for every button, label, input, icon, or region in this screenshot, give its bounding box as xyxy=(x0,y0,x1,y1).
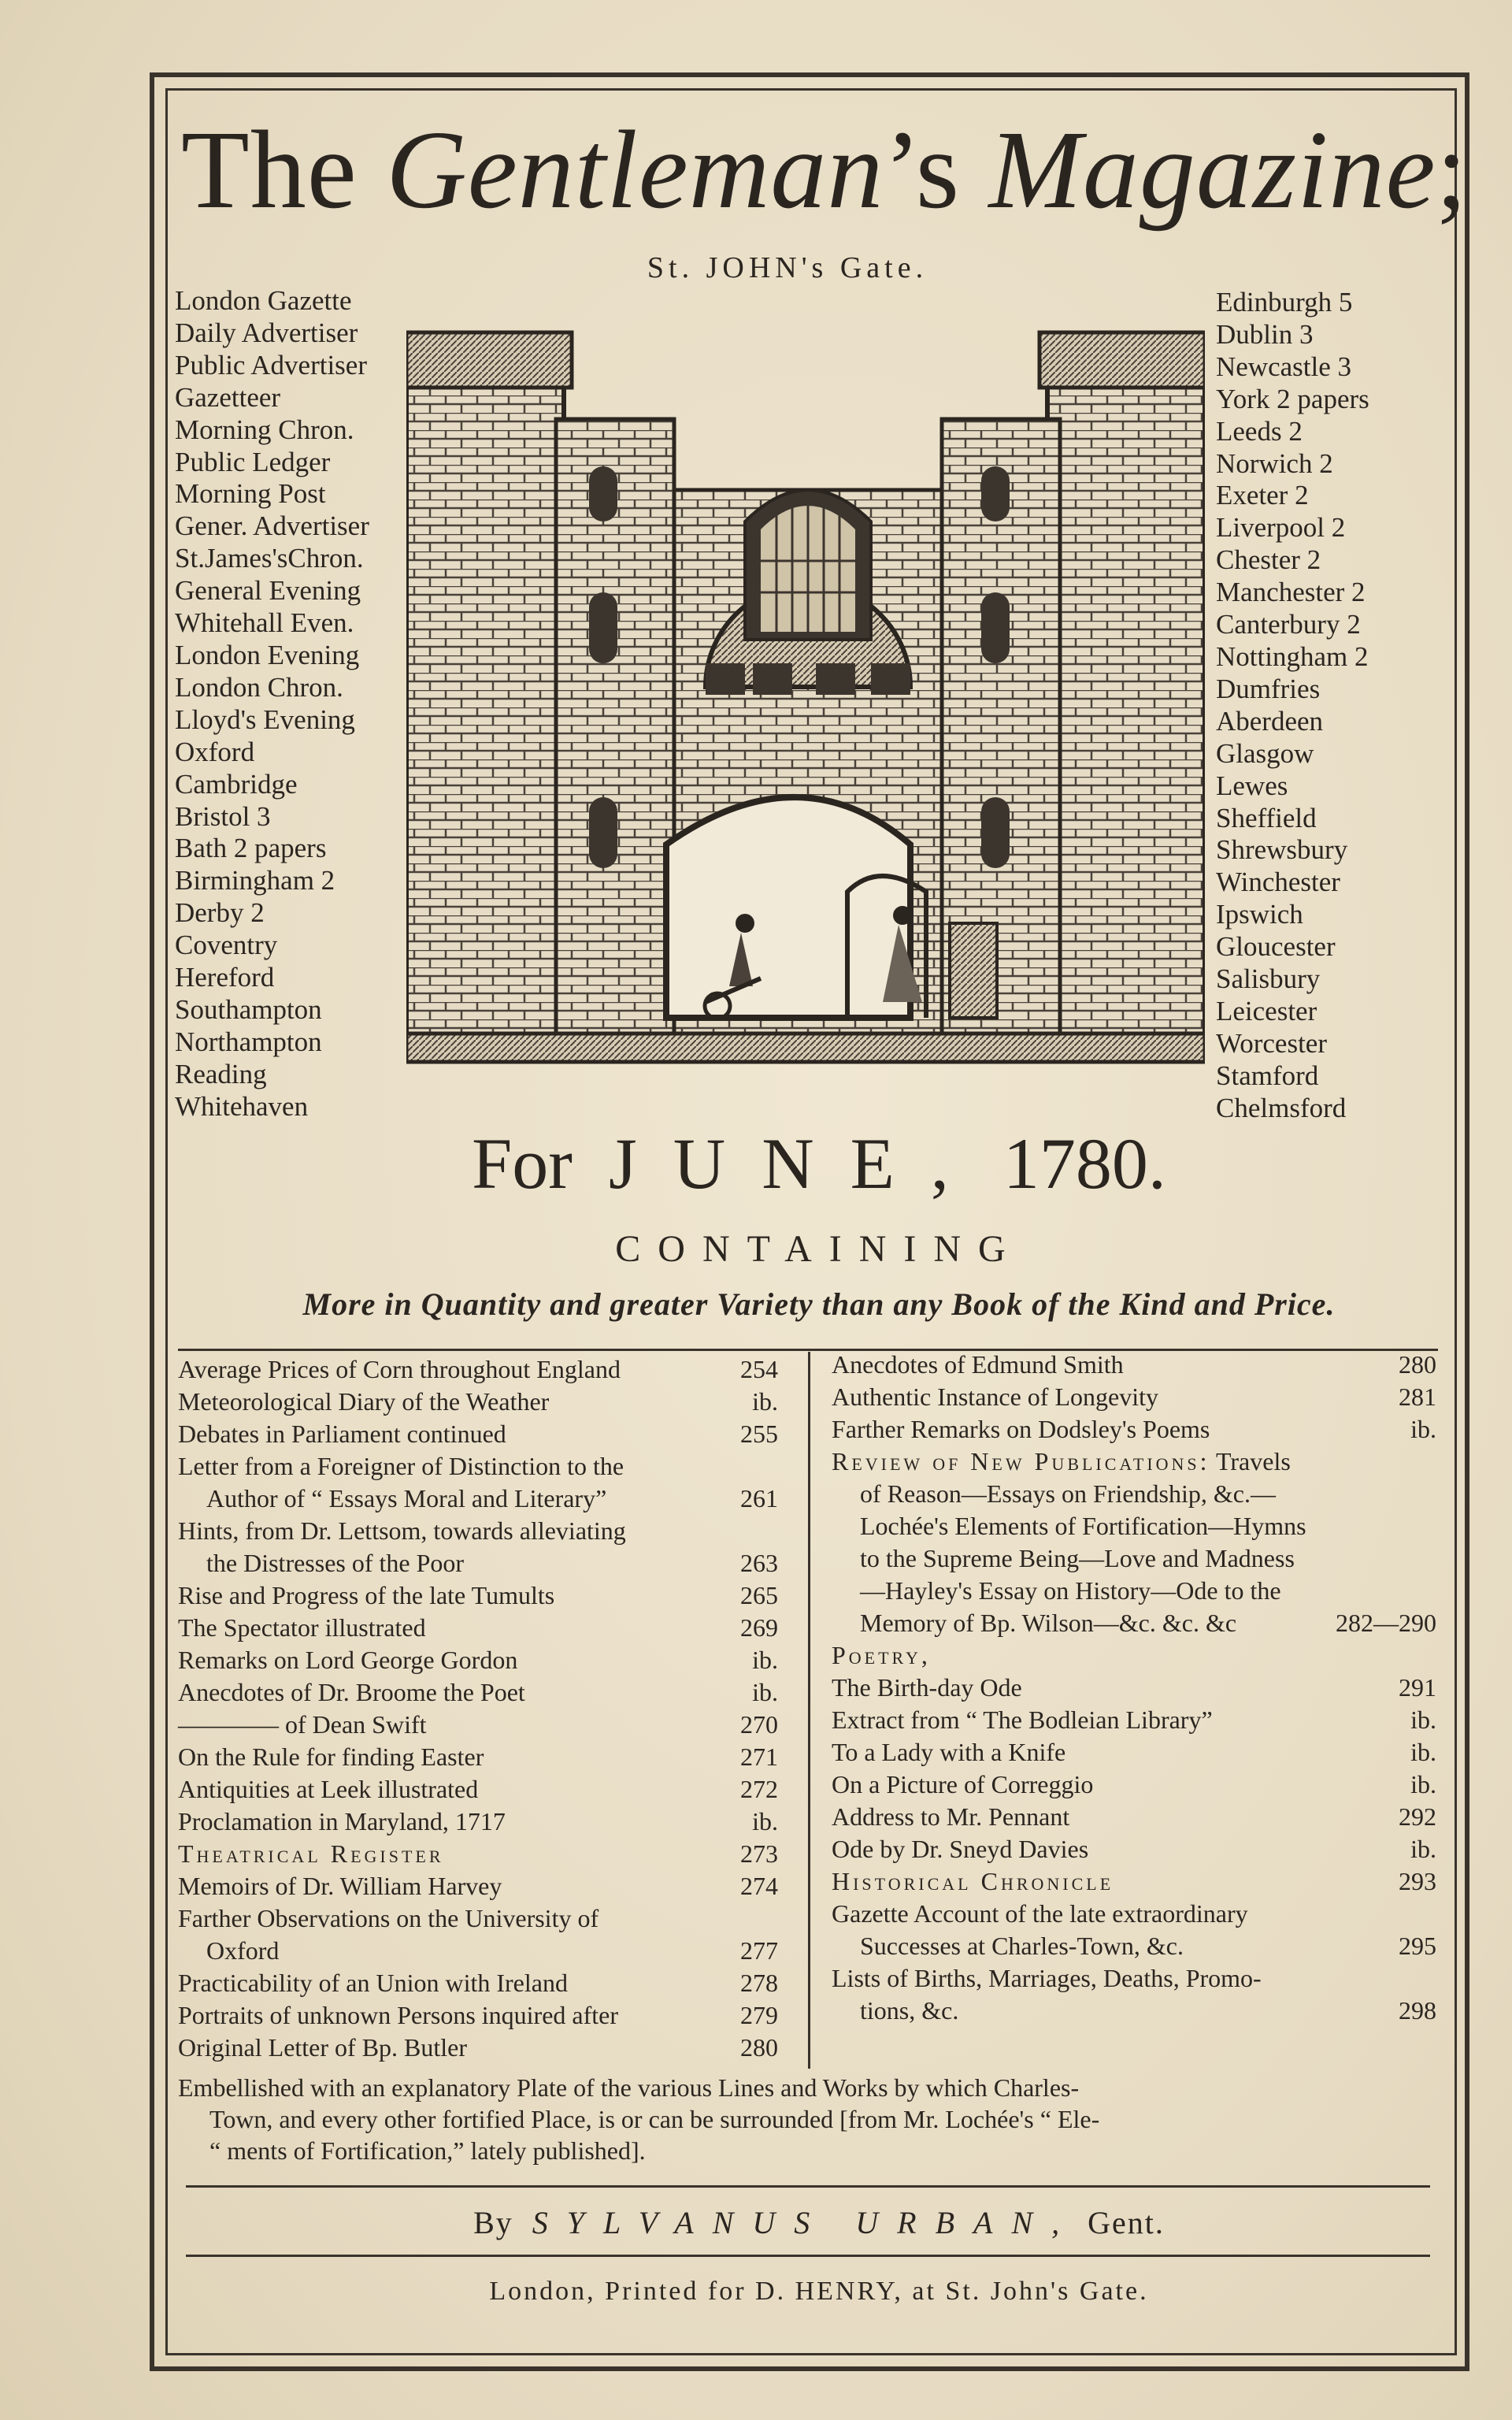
newspaper-name: Liverpool 2 xyxy=(1216,512,1346,544)
contents-entry xyxy=(178,1870,778,1902)
entry-title: Poetry, xyxy=(832,1641,931,1669)
entry-title: Review of New Publications: xyxy=(832,1447,1210,1475)
newspaper-name: Cambridge xyxy=(175,768,298,800)
entry-title: Anecdotes of Dr. Broome the Poet xyxy=(178,1678,525,1706)
newspaper-name: Gloucester xyxy=(1216,931,1336,963)
entry-title-rest: Travels xyxy=(1210,1447,1291,1475)
entry-page: 272 xyxy=(740,1775,778,1803)
entry-title: Proclamation in Maryland, 1717 xyxy=(178,1807,506,1835)
entry-continuation: Lochée's Elements of Fortification—Hymns xyxy=(860,1512,1306,1540)
newspaper-list-left xyxy=(175,285,369,1123)
contents-entry xyxy=(832,1704,1436,1736)
entry-title: Meteorological Diary of the Weather xyxy=(178,1387,550,1416)
newspaper-name: Whitehall Even. xyxy=(175,607,354,639)
contents-entry xyxy=(832,1769,1436,1801)
contents-entry xyxy=(832,1833,1436,1865)
entry-page: 263 xyxy=(740,1549,778,1577)
entry-title: Farther Remarks on Dodsley's Poems xyxy=(832,1415,1210,1443)
entry-title: On the Rule for finding Easter xyxy=(178,1743,484,1771)
newspaper-name: Norwich 2 xyxy=(1216,447,1333,479)
entry-page: 293 xyxy=(1399,1867,1436,1895)
entry-page: 277 xyxy=(740,1936,778,1965)
entry-title: Theatrical Register xyxy=(178,1839,444,1868)
newspaper-name: Public Ledger xyxy=(175,446,331,477)
entry-page: 271 xyxy=(740,1743,778,1771)
newspaper-name: Daily Advertiser xyxy=(175,317,358,348)
entry-title: Gazette Account of the late extraordinary xyxy=(832,1899,1248,1928)
entry-continuation: Successes at Charles-Town, &c. xyxy=(860,1932,1184,1960)
newspaper-name: Reading xyxy=(175,1058,267,1089)
entry-title: Practicability of an Union with Ireland xyxy=(178,1969,568,1997)
contents-entry xyxy=(178,1676,778,1709)
newspaper-name: Southampton xyxy=(175,993,322,1025)
entry-page: ib. xyxy=(1410,1706,1436,1734)
newspaper-list-right xyxy=(1216,287,1369,1125)
entry-title: Portraits of unknown Persons inquired after xyxy=(178,2001,619,2029)
entry-page: 270 xyxy=(740,1710,778,1739)
entry-continuation: Oxford xyxy=(206,1936,280,1965)
entry-page: 265 xyxy=(740,1581,778,1609)
contents-column-divider xyxy=(808,1352,810,2069)
contents-entry xyxy=(832,1413,1436,1446)
embellishment-note xyxy=(178,2072,1435,2166)
woodcut-caption: St. JOHN's Gate. xyxy=(647,251,928,284)
magazine-title: The Gentleman’s Magazine; xyxy=(181,107,1469,232)
contents-entry xyxy=(832,1672,1436,1704)
entry-page: 280 xyxy=(740,2033,778,2062)
entry-page: ib. xyxy=(752,1387,778,1416)
newspaper-name: Birmingham 2 xyxy=(175,865,335,896)
contents-entry xyxy=(832,1801,1436,1833)
entry-page: 282—290 xyxy=(1336,1609,1436,1637)
newspaper-name: Public Advertiser xyxy=(175,349,367,380)
entry-page: 278 xyxy=(740,1969,778,1997)
entry-page: 274 xyxy=(740,1872,778,1900)
containing-heading: CONTAINING xyxy=(615,1228,1023,1270)
issue-month: JUNE, xyxy=(608,1123,985,1204)
st-johns-gate-woodcut xyxy=(406,309,1205,1065)
entry-continuation: the Distresses of the Poor xyxy=(206,1549,465,1577)
contents-entry xyxy=(178,1838,778,1870)
entry-page: ib. xyxy=(1410,1415,1436,1443)
newspaper-name: Hereford xyxy=(175,962,275,993)
entry-continuation: Memory of Bp. Wilson—&c. &c. &c xyxy=(860,1609,1237,1637)
entry-title: Remarks on Lord George Gordon xyxy=(178,1646,518,1674)
entry-page: 295 xyxy=(1399,1932,1436,1960)
embellishment-line-1: Embellished with an explanatory Plate of the various Lines and Works by which Charles- xyxy=(178,2073,1080,2102)
entry-continuation: Author of “ Essays Moral and Literary” xyxy=(206,1484,607,1512)
entry-page: 281 xyxy=(1399,1383,1436,1411)
newspaper-name: Northampton xyxy=(175,1026,322,1057)
newspaper-name: St.James'sChron. xyxy=(175,543,364,574)
contents-entry xyxy=(832,1865,1436,1898)
entry-page: 298 xyxy=(1399,1996,1436,2025)
tagline: More in Quantity and greater Variety than any Book of the Kind and Price. xyxy=(302,1286,1336,1322)
contents-entry xyxy=(178,1709,778,1741)
editor-name: SYLVANUS URBAN, xyxy=(532,2205,1079,2240)
contents-entry xyxy=(178,1515,778,1579)
contents-entry xyxy=(832,1639,1436,1672)
newspaper-name: Morning Chron. xyxy=(175,414,354,445)
newspaper-name: Oxford xyxy=(175,736,255,767)
entry-title: Anecdotes of Edmund Smith xyxy=(832,1350,1124,1379)
entry-page: ib. xyxy=(752,1678,778,1706)
entry-title: Letter from a Foreigner of Distinction to the xyxy=(178,1452,624,1480)
entry-page: 269 xyxy=(740,1613,778,1642)
contents-entry xyxy=(178,1806,778,1838)
newspaper-name: Aberdeen xyxy=(1216,705,1324,737)
entry-page: 280 xyxy=(1399,1350,1436,1379)
entry-title: To a Lady with a Knife xyxy=(832,1738,1066,1766)
contents-entry xyxy=(832,1962,1436,2027)
newspaper-name: Winchester xyxy=(1216,867,1340,898)
entry-title: Antiquities at Leek illustrated xyxy=(178,1775,479,1803)
entry-page: 292 xyxy=(1399,1802,1436,1831)
contents-entry xyxy=(178,1612,778,1644)
contents-list-left xyxy=(178,1353,778,2064)
newspaper-name: Morning Post xyxy=(175,478,326,510)
newspaper-name: General Evening xyxy=(175,575,361,607)
entry-page: 254 xyxy=(740,1355,778,1383)
entry-title: Debates in Parliament continued xyxy=(178,1420,506,1448)
contents-entry xyxy=(178,1741,778,1773)
contents-entry xyxy=(832,1446,1436,1639)
newspaper-name: Derby 2 xyxy=(175,897,265,929)
newspaper-name: London Evening xyxy=(175,639,360,670)
imprint: London, Printed for D. HENRY, at St. John's Gate. xyxy=(489,2277,1149,2306)
entry-title: Farther Observations on the University of xyxy=(178,1904,599,1932)
newspaper-name: Whitehaven xyxy=(175,1090,309,1122)
newspaper-name: Chelmsford xyxy=(1216,1092,1347,1123)
entry-title: Memoirs of Dr. William Harvey xyxy=(178,1872,502,1900)
contents-entry xyxy=(178,1386,778,1418)
contents-entry xyxy=(178,1418,778,1450)
contents-entry xyxy=(178,1644,778,1676)
contents-entry xyxy=(178,1773,778,1806)
newspaper-name: London Gazette xyxy=(175,285,352,316)
newspaper-name: Lloyd's Evening xyxy=(175,703,355,735)
entry-page: 279 xyxy=(740,2001,778,2029)
newspaper-name: London Chron. xyxy=(175,671,343,703)
newspaper-name: Salisbury xyxy=(1216,963,1321,995)
entry-title: On a Picture of Correggio xyxy=(832,1770,1094,1798)
newspaper-name: Canterbury 2 xyxy=(1216,609,1361,640)
newspaper-name: Ipswich xyxy=(1216,899,1303,930)
newspaper-name: Leeds 2 xyxy=(1216,415,1303,447)
contents-entry xyxy=(178,1450,778,1515)
contents-entry xyxy=(178,2032,778,2064)
contents-entry xyxy=(178,1579,778,1612)
entry-title: Rise and Progress of the late Tumults xyxy=(178,1581,555,1609)
embellishment-line-2: Town, and every other fortified Place, is or can be surrounded [from Mr. Lochée's “ Ele- xyxy=(209,2105,1100,2133)
entry-title: Historical Chronicle xyxy=(832,1867,1114,1895)
entry-title: Extract from “ The Bodleian Library” xyxy=(832,1706,1213,1734)
entry-page: ib. xyxy=(1410,1770,1436,1798)
newspaper-name: Bath 2 papers xyxy=(175,833,327,864)
entry-continuation: of Reason—Essays on Friendship, &c.— xyxy=(860,1479,1276,1508)
entry-page: ib. xyxy=(1410,1738,1436,1766)
entry-title: The Birth-day Ode xyxy=(832,1673,1022,1702)
contents-entry xyxy=(178,1999,778,2032)
entry-page: 291 xyxy=(1399,1673,1436,1702)
newspaper-name: Bristol 3 xyxy=(175,800,271,832)
contents-entry xyxy=(178,1967,778,1999)
newspaper-name: Dublin 3 xyxy=(1216,318,1314,350)
entry-title: Address to Mr. Pennant xyxy=(832,1802,1070,1831)
newspaper-name: York 2 papers xyxy=(1216,383,1369,414)
entry-title: Lists of Births, Marriages, Deaths, Promo- xyxy=(832,1964,1262,1992)
entry-title: Original Letter of Bp. Butler xyxy=(178,2033,468,2062)
entry-page: ib. xyxy=(752,1807,778,1835)
newspaper-name: Leicester xyxy=(1216,995,1317,1026)
byline-top-rule xyxy=(186,2185,1430,2188)
newspaper-name: Coventry xyxy=(175,930,278,961)
newspaper-name: Gazetteer xyxy=(175,381,281,413)
entry-title: The Spectator illustrated xyxy=(178,1613,426,1642)
newspaper-name: Dumfries xyxy=(1216,673,1321,704)
byline: By SYLVANUS URBAN, Gent. xyxy=(473,2205,1165,2240)
entry-title: Authentic Instance of Longevity xyxy=(832,1383,1158,1411)
imprint-top-rule xyxy=(186,2255,1430,2257)
newspaper-name: Nottingham 2 xyxy=(1216,640,1369,672)
contents-list-right xyxy=(832,1349,1436,2027)
issue-for: For xyxy=(472,1123,573,1204)
newspaper-name: Stamford xyxy=(1216,1060,1319,1091)
newspaper-name: Exeter 2 xyxy=(1216,480,1309,511)
newspaper-name: Edinburgh 5 xyxy=(1216,287,1353,317)
contents-entry xyxy=(832,1349,1436,1381)
entry-page: 273 xyxy=(740,1839,778,1868)
newspaper-name: Newcastle 3 xyxy=(1216,351,1352,382)
contents-entry xyxy=(178,1902,778,1967)
issue-year: 1780. xyxy=(1002,1123,1166,1204)
entry-title: Average Prices of Corn throughout England xyxy=(178,1355,621,1383)
newspaper-name: Manchester 2 xyxy=(1216,577,1366,608)
newspaper-name: Gener. Advertiser xyxy=(175,510,369,542)
contents-entry xyxy=(178,1353,778,1386)
contents-entry xyxy=(832,1381,1436,1413)
entry-title: Hints, from Dr. Lettsom, towards alleviating xyxy=(178,1516,626,1545)
newspaper-name: Glasgow xyxy=(1216,737,1314,769)
newspaper-name: Chester 2 xyxy=(1216,544,1321,576)
newspaper-name: Shrewsbury xyxy=(1216,834,1348,866)
entry-page: 255 xyxy=(740,1420,778,1448)
entry-title: ———— of Dean Swift xyxy=(178,1710,427,1739)
entry-page: 261 xyxy=(740,1484,778,1512)
newspaper-name: Sheffield xyxy=(1216,802,1317,833)
contents-entry xyxy=(832,1736,1436,1769)
embellishment-line-3: “ ments of Fortification,” lately published]. xyxy=(209,2136,646,2165)
entry-page: ib. xyxy=(752,1646,778,1674)
entry-continuation: tions, &c. xyxy=(860,1996,959,2025)
entry-continuation: —Hayley's Essay on History—Ode to the xyxy=(860,1576,1281,1605)
entry-continuation: to the Supreme Being—Love and Madness xyxy=(860,1544,1295,1572)
entry-title: Ode by Dr. Sneyd Davies xyxy=(832,1835,1089,1863)
contents-entry xyxy=(832,1898,1436,1962)
issue-line xyxy=(181,1120,1457,1207)
newspaper-name: Lewes xyxy=(1216,770,1288,801)
newspaper-name: Worcester xyxy=(1216,1027,1327,1059)
entry-page: ib. xyxy=(1410,1835,1436,1863)
